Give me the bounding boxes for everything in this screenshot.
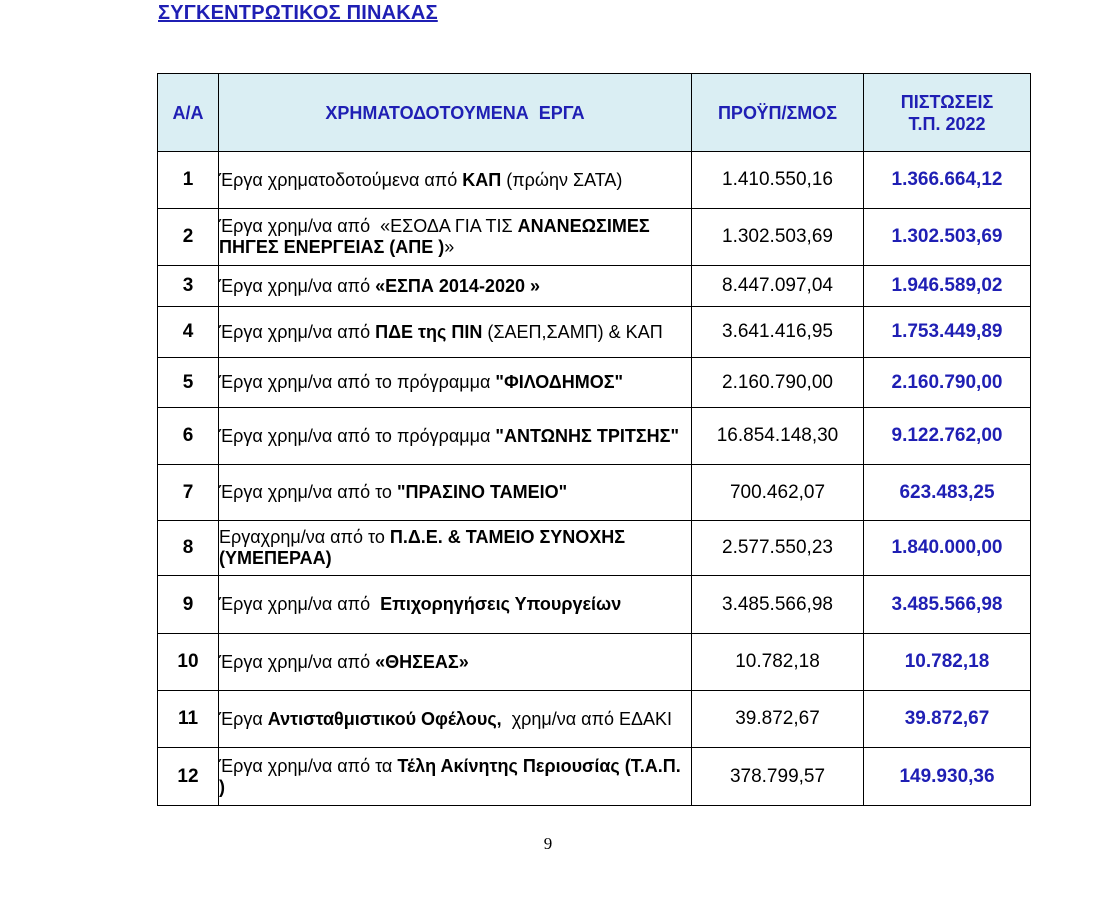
row-description xyxy=(219,358,692,408)
description-segment: Εργαχρημ/να από το xyxy=(219,527,390,547)
description-segment: Έργα χρημ/να από το xyxy=(219,482,397,502)
row-credits: 149.930,36 xyxy=(864,748,1031,806)
row-number: 10 xyxy=(158,634,219,691)
row-number: 1 xyxy=(158,152,219,209)
row-description xyxy=(219,307,692,358)
row-number: 6 xyxy=(158,408,219,465)
description-segment: Έργα χρημ/να από xyxy=(219,275,376,296)
row-description xyxy=(219,465,692,521)
header-projects: ΧΡΗΜΑΤΟΔΟΤΟΥΜΕΝΑ ΕΡΓΑ xyxy=(219,74,692,152)
row-budget: 1.410.550,16 xyxy=(692,152,864,209)
row-credits: 1.946.589,02 xyxy=(864,266,1031,307)
row-budget: 3.485.566,98 xyxy=(692,576,864,634)
row-budget: 2.577.550,23 xyxy=(692,521,864,576)
table-row xyxy=(158,358,1031,408)
description-segment: Έργα χρημ/να από το πρόγραμμα xyxy=(219,425,496,446)
row-budget: 16.854.148,30 xyxy=(692,408,864,465)
row-description xyxy=(219,748,692,806)
row-number: 5 xyxy=(158,358,219,408)
description-bold-segment: Επιχορηγήσεις Υπουργείων xyxy=(380,594,622,614)
header-credits xyxy=(864,74,1031,152)
row-credits: 3.485.566,98 xyxy=(864,576,1031,634)
table-row xyxy=(158,307,1031,358)
description-bold-segment: "ΠΡΑΣΙΝΟ ΤΑΜΕΙΟ" xyxy=(396,482,568,502)
table-row xyxy=(158,634,1031,691)
description-segment: Έργα χρημ/να από «ΕΣΟΔΑ ΓΙΑ ΤΙΣ xyxy=(219,216,518,236)
row-description xyxy=(219,266,692,307)
description-segment: Έργα χρημ/να από xyxy=(219,594,381,614)
description-bold-segment: ΠΔΕ της ΠΙΝ xyxy=(375,321,483,342)
row-credits: 1.302.503,69 xyxy=(864,209,1031,266)
table-row xyxy=(158,748,1031,806)
row-number: 4 xyxy=(158,307,219,358)
table-row xyxy=(158,408,1031,465)
description-segment: Έργα χρημ/να από xyxy=(219,321,376,342)
row-credits: 623.483,25 xyxy=(864,465,1031,521)
row-credits: 39.872,67 xyxy=(864,691,1031,748)
row-description xyxy=(219,576,692,634)
description-segment: χρημ/να από ΕΔΑΚΙ xyxy=(501,708,673,729)
header-credits-line1: ΠΙΣΤΩΣΕΙΣ xyxy=(900,91,994,112)
table-row xyxy=(158,266,1031,307)
row-budget: 3.641.416,95 xyxy=(692,307,864,358)
row-budget: 8.447.097,04 xyxy=(692,266,864,307)
row-credits: 1.840.000,00 xyxy=(864,521,1031,576)
header-aa: Α/Α xyxy=(158,74,219,152)
description-bold-segment: Π.Δ.Ε. & ΤΑΜΕΙΟ ΣΥΝΟΧΗΣ (ΥΜΕΠΕΡΑΑ) xyxy=(219,527,631,568)
row-number: 3 xyxy=(158,266,219,307)
summary-table xyxy=(157,73,1031,806)
header-budget: ΠΡΟΫΠ/ΣΜΟΣ xyxy=(692,74,864,152)
table-row xyxy=(158,576,1031,634)
row-number: 9 xyxy=(158,576,219,634)
row-credits: 1.366.664,12 xyxy=(864,152,1031,209)
row-description xyxy=(219,691,692,748)
row-description xyxy=(219,152,692,209)
table-row xyxy=(158,152,1031,209)
description-segment: Έργα χρημ/να από το πρόγραμμα xyxy=(219,372,496,392)
row-description xyxy=(219,521,692,576)
page-title: ΣΥΓΚΕΝΤΡΩΤΙΚΟΣ ΠΙΝΑΚΑΣ xyxy=(158,2,438,24)
row-credits: 2.160.790,00 xyxy=(864,358,1031,408)
table-row xyxy=(158,465,1031,521)
description-segment: (ΣΑΕΠ,ΣΑΜΠ) & ΚΑΠ xyxy=(482,321,663,342)
description-segment: Έργα xyxy=(219,708,268,729)
row-description xyxy=(219,408,692,465)
row-number: 12 xyxy=(158,748,219,806)
row-credits: 10.782,18 xyxy=(864,634,1031,691)
row-number: 8 xyxy=(158,521,219,576)
table-header-row xyxy=(158,74,1031,152)
description-bold-segment: Αντισταθμιστικού Οφέλους, xyxy=(267,708,502,729)
description-bold-segment: ΑΝΑΝΕΩΣΙΜΕΣ ΠΗΓΕΣ ΕΝΕΡΓΕΙΑΣ (ΑΠΕ ) xyxy=(219,216,655,257)
row-number: 2 xyxy=(158,209,219,266)
row-budget: 378.799,57 xyxy=(692,748,864,806)
row-number: 7 xyxy=(158,465,219,521)
description-bold-segment: "ΦΙΛΟΔΗΜΟΣ" xyxy=(495,372,624,392)
description-bold-segment: "ΑΝΤΩΝΗΣ ΤΡΙΤΣΗΣ" xyxy=(495,425,679,446)
row-description xyxy=(219,209,692,266)
table-row xyxy=(158,691,1031,748)
table-row xyxy=(158,521,1031,576)
description-bold-segment: ΚΑΠ xyxy=(462,169,502,190)
description-segment: (πρώην ΣΑΤΑ) xyxy=(501,169,623,190)
row-number: 11 xyxy=(158,691,219,748)
row-description xyxy=(219,634,692,691)
header-credits-line2: Τ.Π. 2022 xyxy=(908,113,986,134)
row-credits: 1.753.449,89 xyxy=(864,307,1031,358)
row-budget: 10.782,18 xyxy=(692,634,864,691)
description-segment: Έργα χρημ/να από xyxy=(219,651,376,672)
description-bold-segment: «ΘΗΣΕΑΣ» xyxy=(375,651,469,672)
row-budget: 1.302.503,69 xyxy=(692,209,864,266)
description-segment: Έργα χρημ/να από τα xyxy=(219,755,398,776)
row-budget: 700.462,07 xyxy=(692,465,864,521)
page-number: 9 xyxy=(543,834,553,853)
description-segment: Έργα χρηματοδοτούμενα από xyxy=(219,169,463,190)
description-segment: » xyxy=(444,237,455,257)
table-row xyxy=(158,209,1031,266)
row-budget: 2.160.790,00 xyxy=(692,358,864,408)
row-budget: 39.872,67 xyxy=(692,691,864,748)
description-bold-segment: Τέλη Ακίνητης Περιουσίας (Τ.Α.Π. ) xyxy=(219,755,686,797)
row-credits: 9.122.762,00 xyxy=(864,408,1031,465)
description-bold-segment: «ΕΣΠΑ 2014-2020 » xyxy=(375,275,540,296)
